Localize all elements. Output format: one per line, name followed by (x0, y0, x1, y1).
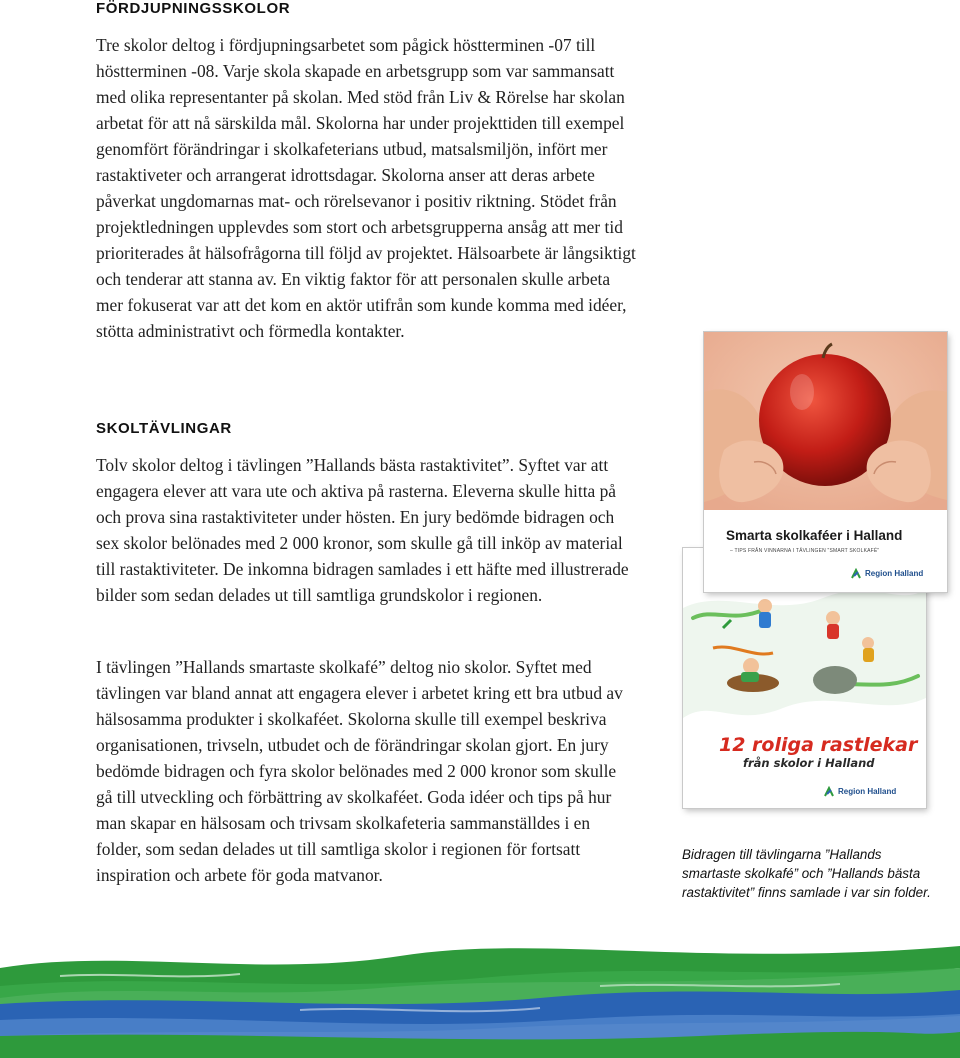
booklet-smarta-subtitle: – TIPS FRÅN VINNARNA I TÄVLINGEN "SMART SKOLKAFÉ" (730, 548, 880, 554)
section-heading-skoltavlingar: SKOLTÄVLINGAR (96, 420, 232, 437)
booklet-rastlekar-title: 12 roliga rastlekar (719, 734, 918, 756)
paragraph-fordjupningsskolor: Tre skolor deltog i fördjupningsarbetet som pågick höstterminen -07 till höstterminen -08. Varje skola skapade en arbetsgrupp som var sammansatt med olika representanter på skolan. Med stöd från Liv & Rörelse har skolan arbetat för att nå särskilda mål. Skolorna har under projekttiden till exempel genomfört förändringar i skolkafeterians utbud, matsalsmiljön, infört mer rastaktiveter och arrangerat idrottsdagar. Skolorna anser att deras arbete påverkat ungdomarnas mat- och rörelsevanor i positiv riktning. Stödet från projektledningen upplevdes som stort och arbetsgrupperna ansåg att mer tid prioriterades åt hälsofrågorna till följd av projektet. Hälsoarbete är långsiktigt och tenderar att stanna av. En viktig faktor för att personalen skulle arbeta mer fokuserat var att det kom en aktör utifrån som kunde komma med idéer, stötta administrativt och förmedla kontakter. (96, 35, 636, 341)
region-halland-logo-text: Region Halland (838, 787, 897, 797)
region-halland-mark-icon (823, 786, 835, 798)
booklet-rastlekar-subtitle: från skolor i Halland (743, 756, 875, 770)
image-caption: Bidragen till tävlingarna ”Hallands smartaste skolkafé” och ”Hallands bästa rastaktivitet” finns samlade i var sin folder. (682, 847, 931, 900)
region-halland-logo-text: Region Halland (865, 569, 924, 579)
region-halland-mark-icon (850, 568, 862, 580)
paragraph-rastaktivitet: Tolv skolor deltog i tävlingen ”Hallands bästa rastaktivitet”. Syftet var att engagera elever att vara ute och aktiva på rasterna. Eleverna skulle hitta på och prova sina rastaktiviteter under hösten. En jury bedömde bidragen och sex skolor belönades med 2 000 kronor, som skulle gå till inköp av material till rastaktiviteter. De inkomna bidragen samlades i ett häfte med illustrerade bilder som sedan delades ut till samtliga grundskolor i regionen. (96, 455, 629, 605)
section-heading-fordjupningsskolor: FÖRDJUPNINGSSKOLOR (96, 0, 291, 17)
booklet-smarta-skolkafeer (704, 332, 947, 592)
region-halland-logo (850, 568, 923, 580)
paragraph-skolkafe: I tävlingen ”Hallands smartaste skolkafé” deltog nio skolor. Syftet med tävlingen var bland annat att engagera elever i arbetet kring ett bra utbud av hälsosamma produkter i skolkaféet. Skolorna skulle till exempel beskriva organisationen, trivseln, utbudet och de förändringar skolan gjort. En jury bedömde bidragen och fyra skolor belönades med 2 000 kronor som skulle gå till utveckling och förbättring av skolkaféet. Goda idéer och tips på hur man skapar en hälsosam och trivsam skolkafeteria sammanställdes i en folder, som sedan delades ut till samtliga skolor i regionen för fortsatt inspiration och arbete för goda matvanor. (96, 657, 623, 885)
decorative-brush-strokes (0, 928, 960, 1058)
booklet-smarta-title: Smarta skolkaféer i Halland (726, 528, 903, 543)
region-halland-logo (823, 786, 896, 798)
